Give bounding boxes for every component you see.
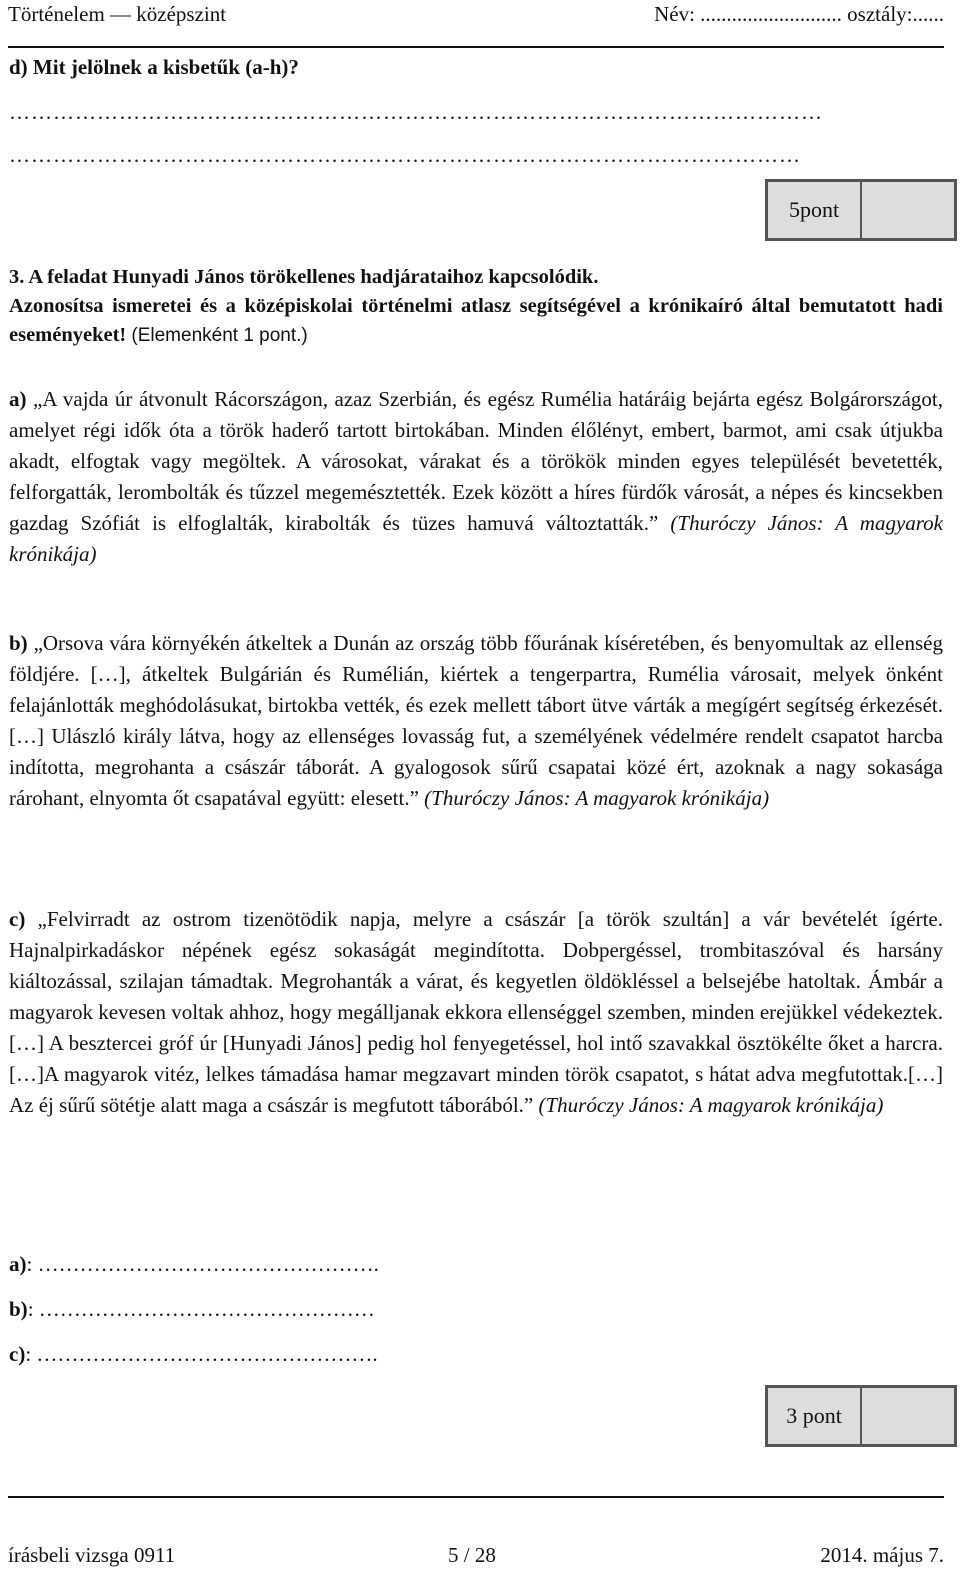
score-value-field[interactable] — [861, 181, 955, 239]
answer-line-2[interactable]: ……………………………………………………………………………………………… — [9, 143, 801, 167]
footer-exam: írásbeli vizsga 0911 — [8, 1543, 176, 1567]
passage-c-text: „Felvirradt az ostrom tizenötödik napja, melyre a császár [a török szultán] a vár bevételét ígérte. Hajnalpirkadáskor népének egész sokaságát megindította. Dobpergéssel, trombitaszóval és harsány kiáltozással, szilajan támadtak. Megrohanták a várat, és kegyetlen öldökléssel a belsejébe hatoltak. Ámbár a magyarok kevesen voltak ahhoz, hogy megálljanak ekkora ellenséggel szemben, minden erejükkel védekeztek. […] A besztercei gróf úr [Hunyadi János] pedig hol fenyegetéssel, hol intő szavakkal ösztökélte őket a harcra. […]A magyarok vitéz, lelkes támadása hamar megzavart minden török csapatot, s hátat adva megfutottak.[…] Az éj sűrű sötétje alatt maga a császár is megfutott táborából.” — [9, 907, 943, 1117]
passage-c-label: c) — [9, 907, 26, 931]
passage-b — [9, 628, 943, 814]
passage-c-source: (Thuróczy János: A magyarok krónikája) — [538, 1093, 884, 1117]
footer-rule — [8, 1496, 944, 1498]
header-name-class: Név: ........................... osztály:...... — [654, 2, 944, 26]
score-value-field[interactable] — [861, 1387, 955, 1445]
answer-a-row[interactable]: a): …………………………………………. — [9, 1252, 379, 1276]
answer-b-label: b) — [9, 1297, 28, 1321]
answer-a-label: a) — [9, 1252, 27, 1276]
header-rule — [8, 46, 944, 48]
passage-c — [9, 904, 943, 1121]
passage-a-text: „A vajda úr átvonult Rácországon, azaz Szerbián, és egész Rumélia határáig bejárta egész Bolgárországot, amelyet régi idők óta a török haderő tartott birtokában. Minden élőlényt, embert, barmot, ami csak útjukba akadt, elfogtak vagy megöltek. A városokat, várakat és a törökök minden egyes települését bevetették, felforgatták, lerombolták és tűzzel megemésztették. Ezek között a híres fürdők városát, a népes és kincsekben gazdag Szófiát is elfoglalták, kirabolták és tüzes hamuvá változtatták.” — [9, 387, 944, 535]
passage-b-label: b) — [9, 631, 28, 655]
page-number: 5 / 28 — [448, 1543, 496, 1567]
header-subject: Történelem — középszint — [8, 2, 227, 26]
score-label: 3 pont — [767, 1387, 861, 1445]
task-3-intro — [9, 263, 943, 350]
score-label: 5pont — [767, 181, 861, 239]
question-d-label: d) Mit jelölnek a kisbetűk (a-h)? — [9, 55, 299, 79]
passage-b-source: (Thuróczy János: A magyarok krónikája) — [424, 786, 770, 810]
answer-line-1[interactable]: ………………………………………………………………………………………………… — [9, 100, 823, 124]
passage-b-text: „Orsova vára környékén átkeltek a Dunán az ország több főurának kíséretében, és benyomultak az ellenség földjére. […], átkeltek Bulgárián és Rumélián, kiértek a tengerpartra, Rumélia városait, melyek önként felajánlották meghódolásukat, birtokba vették, és ezek mellett tábort ütve várták a megígért segítség érkezését. […] Ulászló király látva, hogy az ellenséges lovasság fut, a személyének védelmére rendelt csapatot harcba indította, megrohanta a császár táborát. A gyalogosok sűrű csapatai közé ért, azoknak a nagy sokasága rárohant, elnyomta őt csapatával együtt: elesett.” — [9, 631, 944, 810]
task-3-note: (Elemenként 1 pont.) — [131, 325, 308, 346]
task-3-instruction: Azonosítsa ismeretei és a középiskolai történelmi atlasz segítségével a krónikaíró által bemutatott hadi eseményeket! (Elemenként 1 pont.) — [9, 295, 943, 346]
score-box-top — [765, 179, 957, 241]
answer-b-row[interactable]: b): ………………………………………… — [9, 1297, 375, 1321]
answer-c-label: c) — [9, 1342, 26, 1366]
passage-a — [9, 384, 943, 570]
footer-date: 2014. május 7. — [820, 1543, 944, 1567]
answer-b-field[interactable]: ………………………………………… — [33, 1297, 375, 1321]
passage-a-source: (Thuróczy János: A magyarok krónikája) — [9, 511, 944, 566]
answer-a-field[interactable]: …………………………………………. — [32, 1252, 379, 1276]
answer-c-row[interactable]: c): …………………………………………. — [9, 1342, 378, 1366]
passage-a-label: a) — [9, 387, 27, 411]
answer-c-field[interactable]: …………………………………………. — [31, 1342, 378, 1366]
score-box-bottom — [765, 1385, 957, 1447]
page-header — [8, 0, 944, 46]
task-3-title: 3. A feladat Hunyadi János törökellenes hadjárataihoz kapcsolódik. — [9, 266, 599, 288]
